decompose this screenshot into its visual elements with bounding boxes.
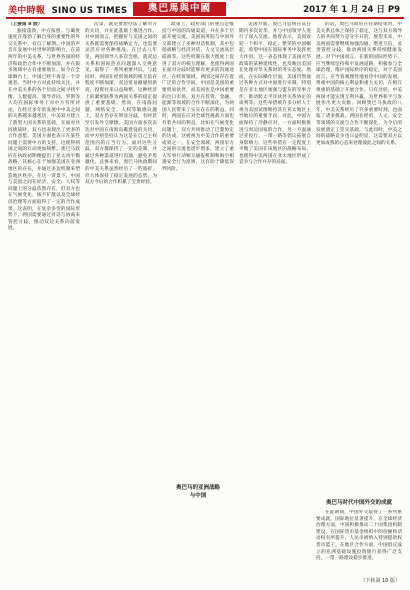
article-column-4: [239, 22, 311, 582]
section-banner: 奥巴馬與中國: [133, 2, 226, 16]
masthead: [0, 0, 410, 18]
article-column-5-tail: [316, 510, 402, 575]
dateline: [303, 3, 400, 15]
publication-name-cn: 美中時報: [8, 6, 46, 16]
lead-note: （上接第 8 版）: [8, 22, 43, 27]
article-column-3: [162, 22, 234, 480]
issue-date: 2017 年 1 月 24 日: [303, 5, 385, 15]
column-5-text: 的话，奥巴马政府在任期结束时，中美关系总体上保持了稳定，这与双方领导人的共同努力是分不开的。展望未来，中美两国需要继续加强沟通，增进互信，妥善管控分歧，推动两国关系持续健康发展。对于中国而言，在新的国际形势下，应当继续坚持和平发展道路，积极参与全球治理，维护国际秩序的稳定。对于美国而言，应当客观理性地看待中国的发展，尊重中国的核心利益和重大关切，在相互尊重的基础上开展合作。只有这样，中美两国才能实现互利共赢，为世界和平与发展作出更大贡献。回顾奥巴马执政的八年，中美关系经历了许多重要时刻，也面临了诸多挑战。两国在经贸、人文、安全等领域的交流与合作不断深化，为今后的发展奠定了坚实基础。与此同时，中美之间的战略竞争也日益明显，这需要双方以更加成熟的心态来处理彼此之间的关系。: [316, 22, 402, 146]
right-subhead: 奥巴马时代中国外交的成就: [325, 500, 392, 506]
article-column-5: [316, 22, 402, 492]
column-4-text: 美国方面，奥巴马总统在其任期内多次访华，并与中国领导人进行了深入交流。他曾表示，美国欢迎一个和平、稳定、繁荣的中国崛起，希望中国在国际事务中发挥更大作用。这一表态体现了美国对华政策的某种延续性，也反映出美国在处理对华关系时的务实态度。然而，在实际操作层面，美国仍然通过各种方式对中国进行牵制，特别是在亚太地区加强与盟友的军事合作，推动跨太平洋伙伴关系协定的谈判等。这些举措被许多分析人士视为美国试图维持其在亚太地区主导地位的重要手段。对此，中国方面保持了冷静应对，一方面积极推进与周边国家的合作，另一方面通过亚投行、一带一路等倡议拓展自身影响力。这些举措在一定程度上平衡了美国在该地区的战略布局，也使得中美两国在亚太地区形成了竞争与合作并存的局面。: [239, 22, 311, 166]
mid-subhead: 奥巴马的亚洲战略 与中国: [175, 485, 220, 499]
page-number: P9: [387, 5, 400, 15]
masthead-rule: [6, 17, 404, 19]
publication-name: [8, 3, 127, 16]
column-1-text: 独接蓬勃，中方按照。与确度速度在蓬勃了解自身的重要性的外交关系中，有自了解期、中国的声音在发展中对世界的影响力，在前两年的中美关系，与世界各国的经济和政治合作中不断加深，并在很多领域中占有重要地位。如今在全球舞台上，中国已经不再是一个旁观者。当时中方对此持续关注，并在中美关系的各个层面之间寻找平衡。人数提高、领导者同、罗斯等人均在国际事务上对中方有所评论，在经过多年的发展中中美之间的关系越来越密切，中美双方建立了新型大国关系的基础，在面对共同挑战时，双方也表现出了更多的合作意愿。美国方面也表示在某些问题上需要中方的支持，这使得两国之间的互动更加频繁。奥巴马政府在执政初期便提出了亚太再平衡战略，其核心在于加强美国在亚洲地区的存在，并通过多边机制来塑造地区秩序。在这一背景下，中国与美国之间在经济、安全、人权等问题上的分歧依然存在，但双方也在气候变化、核不扩散以及全球经济治理等方面取得了一定的合作成果。这表明，在复杂多变的国际形势下，两国需要通过对话与协商来管控分歧，推动双边关系向前发展。: [8, 28, 80, 232]
column-2-text: 次第，就是要想办法了解对方的关切，并在此基础上推进合作。对中国而言，把握好与美国之间的关系既需要保持战略定力，也需要灵活应对各种挑战。在过去八年里，两国领导人多次会晤，就双边关系和国际热点问题深入交换意见，取得了一系列重要共识。与此同时，两国在经贸领域的相互依存程度不断加深，双边贸易额屡创新高，投资往来日益频繁。这种经济上的紧密联系为两国关系的稳定提供了重要基础。然而，在南海问题、网络安全、人权等敏感议题上，双方仍存在明显分歧，有时甚至引发外交摩擦。美国方面多次表达对中国在南海岛礁建设的关切，而中方则坚持认为这是在自己主权范围内的正当行为。面对这些分歧，双方都保持了一定的克制，并通过各种渠道进行沟通，避免矛盾激化。总体来看，奥巴马执政期间的中美关系虽然经历了一些波折，但大体保持了稳定发展的态势，为双方今后的合作积累了宝贵经验。: [85, 22, 157, 186]
publication-name-en: SINO US TIMES: [51, 6, 128, 16]
article-column-1: [8, 22, 80, 582]
column-3-text: 政策上，政府部门的重点是维持与中国的沟通渠道，并在多个层面开展交流。美国国务院与中国外交部建立了多种对话机制，其中包括战略与经济对话、人文交流高层磋商等。这些机制在很大程度上促进了双方的相互理解，也使得两国在面对分歧时能够有更多的沟通途径。在经贸领域，两国之间存在着广泛的合作空间。中国是美国的重要贸易伙伴，而美国也是中国重要的出口市场。双方在投资、金融、能源等领域的合作不断深化，为两国人民带来了实实在在的利益。同时，两国在应对全球性挑战方面也有着共同的利益，比如在气候变化问题上，双方共同推动了巴黎协定的达成，这被视为中美合作的重要成果之一。在安全领域，两国军方之间的交流也逐步增多，建立了重大军事行动相互通报机制和海空相遇安全行为准则，这有助于降低误判风险。: [162, 22, 234, 173]
article-column-2: [85, 22, 157, 582]
column-5-tail-text: 在此期间，中国外交取得了一系列重要成就，国际地位显著提升。在全球经济治理方面，中国积极推动二十国集团机制建设，在国际货币基金组织中的份额和话语权有所提升，人民币被纳入特别提款权货币篮子。在地区合作方面，中国倡议成立的亚洲基础设施投资银行获得广泛支持，一带一路建设稳步推进。: [316, 510, 402, 562]
continue-note: （下转第 10 版）: [360, 578, 400, 584]
